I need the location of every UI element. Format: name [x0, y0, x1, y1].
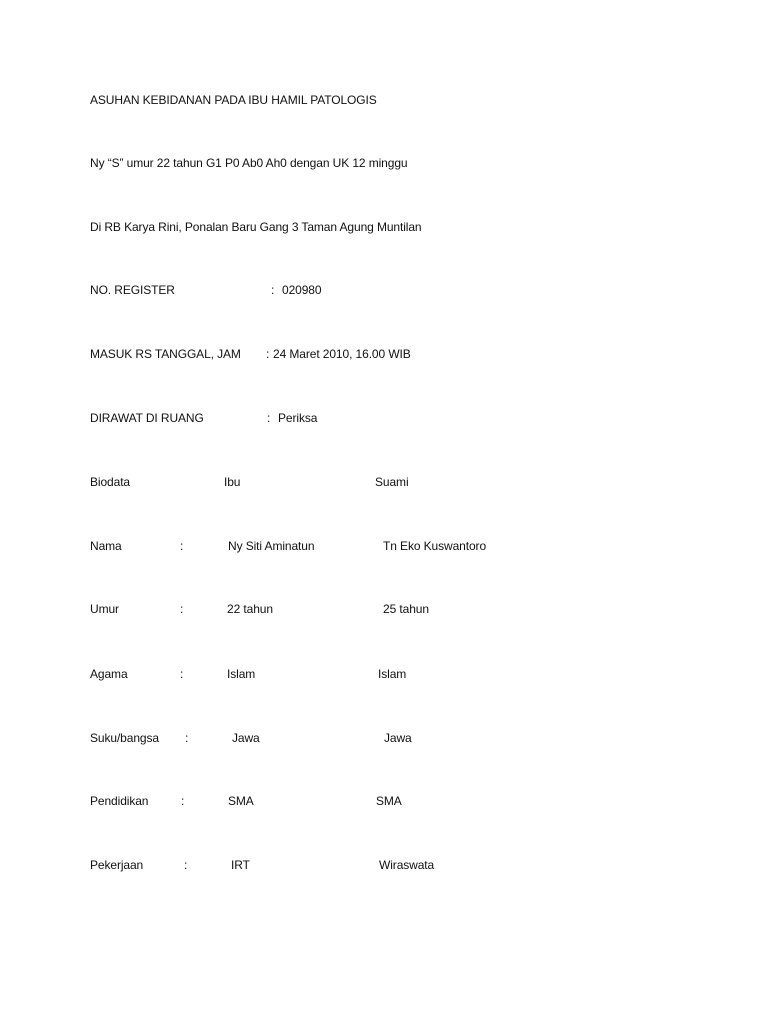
admission-colon: : [266, 347, 270, 361]
register-colon: : [271, 283, 275, 297]
ward-value: Periksa [278, 411, 318, 425]
register-value: 020980 [282, 283, 322, 297]
biodata-row-colon: : [180, 539, 184, 553]
location-line: Di RB Karya Rini, Ponalan Baru Gang 3 Taman Agung Muntilan [90, 220, 422, 234]
biodata-row-suami: Jawa [384, 731, 412, 745]
biodata-row-label: Pekerjaan [90, 858, 144, 872]
biodata-row-suami: SMA [376, 794, 402, 808]
patient-line: Ny “S” umur 22 tahun G1 P0 Ab0 Ah0 dengan UK 12 minggu [90, 156, 408, 170]
document-title: ASUHAN KEBIDANAN PADA IBU HAMIL PATOLOGIS [90, 93, 377, 107]
biodata-row-suami: Tn Eko Kuswantoro [383, 539, 487, 553]
biodata-row-colon: : [181, 794, 185, 808]
biodata-row-suami: Wiraswata [379, 858, 435, 872]
admission-label: MASUK RS TANGGAL, JAM [90, 347, 241, 361]
biodata-row-ibu: Islam [227, 667, 256, 681]
biodata-header-label: Biodata [90, 475, 130, 489]
biodata-row-ibu: IRT [231, 858, 250, 872]
biodata-row-ibu: Ny Siti Aminatun [228, 539, 315, 553]
biodata-row-suami: Islam [378, 667, 407, 681]
biodata-row-colon: : [184, 858, 188, 872]
biodata-row-ibu: 22 tahun [227, 602, 273, 616]
biodata-row-label: Umur [90, 602, 119, 616]
admission-value: 24 Maret 2010, 16.00 WIB [273, 347, 411, 361]
biodata-row-ibu: Jawa [232, 731, 260, 745]
biodata-header-suami: Suami [375, 475, 409, 489]
biodata-row-colon: : [180, 602, 184, 616]
biodata-row-label: Pendidikan [90, 794, 149, 808]
biodata-header-ibu: Ibu [224, 475, 241, 489]
biodata-row-label: Nama [90, 539, 122, 553]
biodata-row-label: Suku/bangsa [90, 731, 159, 745]
register-label: NO. REGISTER [90, 283, 175, 297]
biodata-row-colon: : [185, 731, 189, 745]
biodata-row-colon: : [180, 667, 184, 681]
biodata-row-ibu: SMA [228, 794, 254, 808]
ward-colon: : [267, 411, 271, 425]
biodata-row-suami: 25 tahun [383, 602, 429, 616]
ward-label: DIRAWAT DI RUANG [90, 411, 204, 425]
biodata-row-label: Agama [90, 667, 128, 681]
